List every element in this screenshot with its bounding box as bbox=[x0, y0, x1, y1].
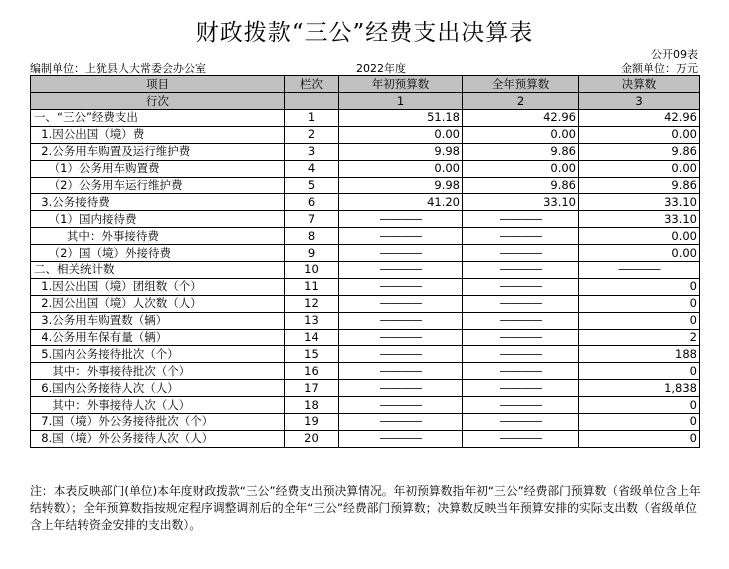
row-line-no: 16 bbox=[285, 363, 339, 380]
row-line-no: 17 bbox=[285, 380, 339, 397]
row-line-no: 5 bbox=[285, 177, 339, 194]
row-final-account: ———— bbox=[579, 262, 700, 279]
row-initial-budget: ———— bbox=[339, 414, 463, 431]
row-annual-budget: ———— bbox=[463, 262, 579, 279]
row-final-account: 33.10 bbox=[579, 211, 700, 228]
row-line-no: 12 bbox=[285, 295, 339, 312]
row-final-account: 0 bbox=[579, 397, 700, 414]
row-final-account: 0 bbox=[579, 363, 700, 380]
row-initial-budget: 9.98 bbox=[339, 177, 463, 194]
row-item-label: 4.公务用车保有量（辆） bbox=[31, 329, 285, 346]
row-final-account: 0.00 bbox=[579, 160, 700, 177]
row-annual-budget: ———— bbox=[463, 397, 579, 414]
row-item-label: 8.国（境）外公务接待人次（人） bbox=[31, 430, 285, 447]
row-initial-budget: 9.98 bbox=[339, 143, 463, 160]
row-annual-budget: ———— bbox=[463, 278, 579, 295]
row-line-no: 9 bbox=[285, 245, 339, 262]
table-row bbox=[31, 126, 700, 143]
row-item-label: 2.公务用车购置及运行维护费 bbox=[31, 143, 285, 160]
expense-table bbox=[30, 75, 700, 448]
row-annual-budget: ———— bbox=[463, 228, 579, 245]
row-final-account: 0.00 bbox=[579, 245, 700, 262]
row-final-account: 9.86 bbox=[579, 143, 700, 160]
amount-unit: 金额单位：万元 bbox=[621, 62, 698, 75]
row-initial-budget: ———— bbox=[339, 262, 463, 279]
table-body bbox=[31, 110, 700, 448]
row-item-label: 3.公务用车购置数（辆） bbox=[31, 312, 285, 329]
row-item-label: （2）国（境）外接待费 bbox=[31, 245, 285, 262]
header-initial-budget: 年初预算数 bbox=[339, 76, 463, 93]
table-row bbox=[31, 312, 700, 329]
row-final-account: 0 bbox=[579, 312, 700, 329]
header-final-account: 决算数 bbox=[579, 76, 700, 93]
row-annual-budget: ———— bbox=[463, 380, 579, 397]
header-blank bbox=[285, 93, 339, 110]
table-row bbox=[31, 160, 700, 177]
row-annual-budget: ———— bbox=[463, 312, 579, 329]
row-final-account: 1,838 bbox=[579, 380, 700, 397]
row-item-label: 6.国内公务接待人次（人） bbox=[31, 380, 285, 397]
header-col3-index: 3 bbox=[579, 93, 700, 110]
page-title: 财政拨款“三公”经费支出决算表 bbox=[195, 20, 534, 46]
row-initial-budget: 51.18 bbox=[339, 110, 463, 127]
row-initial-budget: ———— bbox=[339, 312, 463, 329]
row-annual-budget: ———— bbox=[463, 430, 579, 447]
footnote: 注：本表反映部门(单位)本年度财政拨款“三公”经费支出预决算情况。年初预算数指年初“三公”经费部门预算数（省级单位含上年结转数）；全年预算数指按规定程序调整调剂后的全年“三公”经费部门预算数；决算数反映当年预算安排的实际支出数（省级单位含上年结转资金安排的支出数）。 bbox=[30, 484, 701, 532]
row-final-account: 9.86 bbox=[579, 177, 700, 194]
row-final-account: 42.96 bbox=[579, 110, 700, 127]
row-final-account: 0.00 bbox=[579, 228, 700, 245]
form-number: 公开09表 bbox=[651, 48, 698, 61]
row-line-no: 13 bbox=[285, 312, 339, 329]
table-row bbox=[31, 110, 700, 127]
header-item: 项目 bbox=[31, 76, 285, 93]
table-row bbox=[31, 346, 700, 363]
row-annual-budget: ———— bbox=[463, 414, 579, 431]
row-line-no: 7 bbox=[285, 211, 339, 228]
row-annual-budget: 42.96 bbox=[463, 110, 579, 127]
row-line-no: 6 bbox=[285, 194, 339, 211]
table-row bbox=[31, 262, 700, 279]
row-initial-budget: ———— bbox=[339, 295, 463, 312]
row-annual-budget: 0.00 bbox=[463, 126, 579, 143]
row-final-account: 33.10 bbox=[579, 194, 700, 211]
row-line-no: 11 bbox=[285, 278, 339, 295]
row-annual-budget: ———— bbox=[463, 329, 579, 346]
row-line-no: 4 bbox=[285, 160, 339, 177]
row-annual-budget: ———— bbox=[463, 346, 579, 363]
compiling-unit: 编制单位：上犹县人大常委会办公室 bbox=[30, 62, 206, 75]
table-row bbox=[31, 245, 700, 262]
row-initial-budget: ———— bbox=[339, 430, 463, 447]
row-initial-budget: ———— bbox=[339, 346, 463, 363]
header-col2-index: 2 bbox=[463, 93, 579, 110]
row-item-label: 二、相关统计数 bbox=[31, 262, 285, 279]
row-initial-budget: ———— bbox=[339, 397, 463, 414]
row-item-label: 3.公务接待费 bbox=[31, 194, 285, 211]
table-row bbox=[31, 211, 700, 228]
table-row bbox=[31, 329, 700, 346]
row-initial-budget: 0.00 bbox=[339, 126, 463, 143]
table-row bbox=[31, 397, 700, 414]
row-initial-budget: 41.20 bbox=[339, 194, 463, 211]
row-line-no: 2 bbox=[285, 126, 339, 143]
row-item-label: 1.因公出国（境）团组数（个） bbox=[31, 278, 285, 295]
row-final-account: 0 bbox=[579, 295, 700, 312]
row-initial-budget: ———— bbox=[339, 245, 463, 262]
row-line-no: 10 bbox=[285, 262, 339, 279]
row-item-label: 一、“三公”经费支出 bbox=[31, 110, 285, 127]
row-final-account: 2 bbox=[579, 329, 700, 346]
row-item-label: 1.因公出国（境）费 bbox=[31, 126, 285, 143]
table-row bbox=[31, 143, 700, 160]
row-item-label: 其中：外事接待批次（个） bbox=[31, 363, 285, 380]
row-item-label: （1）公务用车购置费 bbox=[31, 160, 285, 177]
table-row bbox=[31, 228, 700, 245]
table-row bbox=[31, 295, 700, 312]
header-col1-index: 1 bbox=[339, 93, 463, 110]
row-initial-budget: ———— bbox=[339, 228, 463, 245]
row-item-label: 其中：外事接待人次（人） bbox=[31, 397, 285, 414]
row-final-account: 0.00 bbox=[579, 126, 700, 143]
table-row bbox=[31, 177, 700, 194]
header-row bbox=[31, 76, 700, 93]
row-line-no: 1 bbox=[285, 110, 339, 127]
row-annual-budget: ———— bbox=[463, 363, 579, 380]
table-row bbox=[31, 278, 700, 295]
row-initial-budget: ———— bbox=[339, 278, 463, 295]
fiscal-year: 2022年度 bbox=[356, 62, 406, 75]
row-line-no: 14 bbox=[285, 329, 339, 346]
row-annual-budget: 9.86 bbox=[463, 143, 579, 160]
table-row bbox=[31, 380, 700, 397]
row-line-no: 15 bbox=[285, 346, 339, 363]
row-line-no: 18 bbox=[285, 397, 339, 414]
table-row bbox=[31, 414, 700, 431]
table-row bbox=[31, 194, 700, 211]
row-line-no: 8 bbox=[285, 228, 339, 245]
header-annual-budget: 全年预算数 bbox=[463, 76, 579, 93]
row-final-account: 0 bbox=[579, 278, 700, 295]
header-line-no: 栏次 bbox=[285, 76, 339, 93]
row-initial-budget: ———— bbox=[339, 329, 463, 346]
row-item-label: 其中：外事接待费 bbox=[31, 228, 285, 245]
row-line-no: 20 bbox=[285, 430, 339, 447]
row-item-label: （2）公务用车运行维护费 bbox=[31, 177, 285, 194]
row-annual-budget: 0.00 bbox=[463, 160, 579, 177]
row-item-label: 7.国（境）外公务接待批次（个） bbox=[31, 414, 285, 431]
header-row-index: 行次 bbox=[31, 93, 285, 110]
row-annual-budget: ———— bbox=[463, 245, 579, 262]
row-annual-budget: ———— bbox=[463, 295, 579, 312]
row-line-no: 19 bbox=[285, 414, 339, 431]
row-annual-budget: 33.10 bbox=[463, 194, 579, 211]
row-final-account: 188 bbox=[579, 346, 700, 363]
index-row bbox=[31, 93, 700, 110]
table-row bbox=[31, 430, 700, 447]
row-final-account: 0 bbox=[579, 430, 700, 447]
row-item-label: 2.因公出国（境）人次数（人） bbox=[31, 295, 285, 312]
table-row bbox=[31, 363, 700, 380]
row-initial-budget: ———— bbox=[339, 380, 463, 397]
row-item-label: 5.国内公务接待批次（个） bbox=[31, 346, 285, 363]
row-annual-budget: ———— bbox=[463, 211, 579, 228]
row-initial-budget: 0.00 bbox=[339, 160, 463, 177]
row-annual-budget: 9.86 bbox=[463, 177, 579, 194]
row-item-label: （1）国内接待费 bbox=[31, 211, 285, 228]
row-initial-budget: ———— bbox=[339, 363, 463, 380]
row-line-no: 3 bbox=[285, 143, 339, 160]
row-final-account: 0 bbox=[579, 414, 700, 431]
row-initial-budget: ———— bbox=[339, 211, 463, 228]
